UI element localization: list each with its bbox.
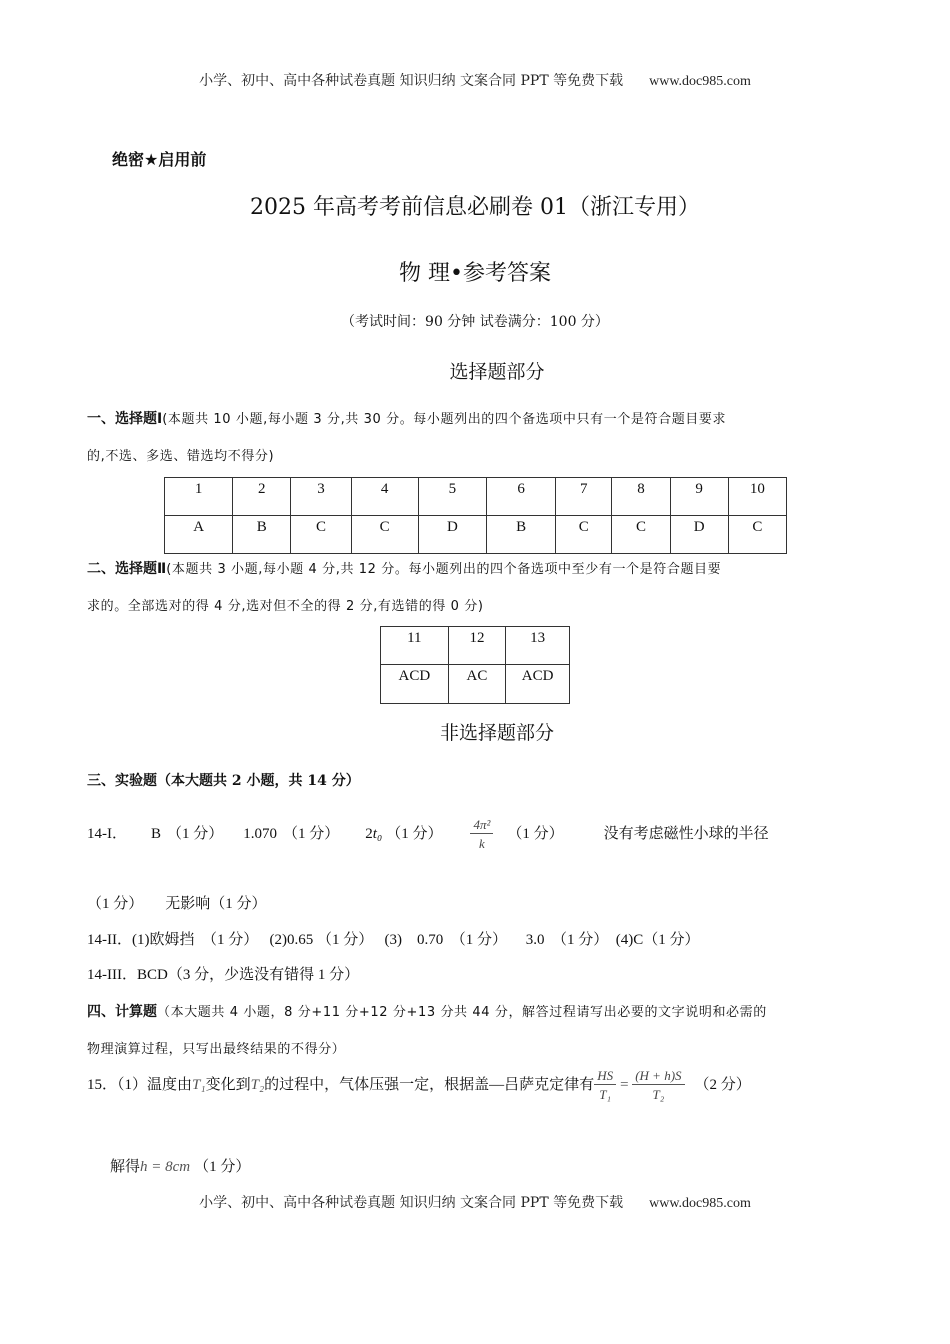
q15-solve-score: （1 分） xyxy=(194,1159,251,1175)
part1-label: 一、选择题Ⅰ xyxy=(87,411,163,427)
table-cell: D xyxy=(670,516,728,554)
q15-solve-prefix: 解得 xyxy=(110,1159,141,1175)
part2-heading xyxy=(87,551,867,625)
q14-1-s3: （1 分） xyxy=(386,825,443,842)
section-non-choice-heading: 非选择题部分 xyxy=(439,722,554,744)
header-url: www.doc985.com xyxy=(649,74,751,89)
part2-desc-2: 求的。全部选对的得 4 分,选对但不全的得 2 分,有选错的得 0 分) xyxy=(87,599,484,614)
q15-solution-line xyxy=(110,1155,250,1176)
q14-1-a1: B xyxy=(151,825,162,842)
part1-answer-table xyxy=(164,477,787,554)
fraction-denominator: T₂ xyxy=(652,1087,665,1102)
q14-2-answer-line: 14-II．(1)欧姆挡 （1 分） (2)0.65 （1 分） (3) 0.70 （1 分） 3.0 （1 分） (4)C（1 分） xyxy=(87,932,700,948)
q15-lhs-fraction xyxy=(594,1068,616,1103)
footer-text: 小学、初中、高中各种试卷真题 知识归纳 文案合同 PPT 等免费下载 xyxy=(199,1195,624,1211)
part1-heading xyxy=(87,401,867,475)
table-cell: 8 xyxy=(612,478,670,516)
q14-1-a2: 1.070 xyxy=(243,825,278,842)
table-cell: C xyxy=(728,516,786,554)
q15-answer-line xyxy=(87,1068,751,1103)
fraction-numerator: 4π² xyxy=(470,817,493,834)
q15-solve-eq: h = 8cm xyxy=(140,1159,191,1175)
part4-desc-1: （本大题共 4 小题，8 分+11 分+12 分+13 分共 44 分，解答过程请写出必要的文字说明和必需的 xyxy=(157,1005,767,1020)
page-footer xyxy=(0,1192,950,1212)
page-header xyxy=(0,70,950,90)
q14-1-a3-coef: 2 xyxy=(365,825,373,842)
fraction-numerator: HS xyxy=(594,1068,616,1085)
part2-label: 二、选择题Ⅱ xyxy=(87,561,167,577)
part2-desc-1: (本题共 3 小题,每小题 4 分,共 12 分。每小题列出的四个备选项中至少有一个是符合题目要 xyxy=(166,562,722,577)
q15-id: 15． xyxy=(87,1076,118,1093)
table-cell: ACD xyxy=(506,665,570,704)
secret-mark: 绝密★启用前 xyxy=(112,150,207,169)
q14-1-a6: 无影响（1 分） xyxy=(165,896,267,912)
table-row-answers xyxy=(165,516,787,554)
q14-1-s5: （1 分） xyxy=(87,896,144,912)
document-subtitle: 物 理•参考答案 xyxy=(399,261,551,286)
part4-heading xyxy=(87,994,867,1068)
table-cell: 12 xyxy=(448,627,506,665)
table-cell: 5 xyxy=(418,478,486,516)
q15-t1: T₁ xyxy=(192,1076,206,1093)
q14-1-s2: （1 分） xyxy=(283,825,340,842)
q14-1-answer-line xyxy=(87,817,769,852)
exam-info: （考试时间：90 分钟 试卷满分：100 分） xyxy=(341,314,609,330)
q14-1-fraction xyxy=(470,817,493,852)
part4-label: 四、计算题 xyxy=(87,1004,157,1020)
table-cell: 4 xyxy=(351,478,418,516)
q14-1-a3-var: t₀ xyxy=(372,825,383,842)
header-text: 小学、初中、高中各种试卷真题 知识归纳 文案合同 PPT 等免费下载 xyxy=(199,73,624,89)
part1-desc-2: 的,不选、多选、错选均不得分) xyxy=(87,449,275,464)
table-cell: ACD xyxy=(381,665,449,704)
table-cell: 10 xyxy=(728,478,786,516)
table-cell: C xyxy=(291,516,351,554)
table-cell: A xyxy=(165,516,233,554)
table-cell: 1 xyxy=(165,478,233,516)
table-cell: C xyxy=(556,516,612,554)
table-cell: B xyxy=(233,516,291,554)
q14-1-a5: 没有考虑磁性小球的半径 xyxy=(603,825,769,842)
table-cell: B xyxy=(487,516,556,554)
part2-answer-table xyxy=(380,626,570,704)
q14-1-s1: （1 分） xyxy=(167,825,224,842)
document-title: 2025 年高考考前信息必刷卷 01（浙江专用） xyxy=(250,195,700,220)
table-cell: 9 xyxy=(670,478,728,516)
table-cell: 13 xyxy=(506,627,570,665)
fraction-denominator: T₁ xyxy=(599,1087,611,1102)
table-cell: C xyxy=(612,516,670,554)
table-cell: 3 xyxy=(291,478,351,516)
part3-heading: 三、实验题（本大题共 2 小题，共 14 分） xyxy=(87,773,360,789)
q15-t2: T₂ xyxy=(250,1076,265,1093)
q15-score: （2 分） xyxy=(694,1076,751,1093)
table-cell: 11 xyxy=(381,627,449,665)
q15-text-b: 变化到 xyxy=(205,1076,251,1093)
table-cell: AC xyxy=(448,665,506,704)
table-cell: 2 xyxy=(233,478,291,516)
q15-text-c: 的过程中，气体压强一定，根据盖—吕萨克定律有 xyxy=(264,1076,595,1093)
equals-sign: = xyxy=(619,1076,630,1093)
fraction-numerator: (H + h)S xyxy=(632,1068,684,1085)
q15-rhs-fraction xyxy=(632,1068,684,1103)
q15-text-a: （1）温度由 xyxy=(117,1076,193,1093)
q14-1-answer-line-2 xyxy=(87,892,267,913)
table-cell: 6 xyxy=(487,478,556,516)
q14-1-id: 14-I． xyxy=(87,825,127,842)
part1-desc-1: (本题共 10 小题,每小题 3 分,共 30 分。每小题列出的四个备选项中只有一个是符合题目要求 xyxy=(162,412,727,427)
footer-url: www.doc985.com xyxy=(649,1196,751,1211)
fraction-denominator: k xyxy=(479,836,485,851)
q14-3-answer-line: 14-III．BCD（3 分，少选没有错得 1 分） xyxy=(87,967,360,983)
section-choice-heading: 选择题部分 xyxy=(449,361,545,383)
table-cell: 7 xyxy=(556,478,612,516)
q14-1-s4: （1 分） xyxy=(507,825,564,842)
table-row-answers xyxy=(381,665,570,704)
part4-desc-2: 物理演算过程，只写出最终结果的不得分） xyxy=(87,1042,346,1057)
table-cell: C xyxy=(351,516,418,554)
table-row-numbers xyxy=(381,627,570,665)
table-cell: D xyxy=(418,516,486,554)
table-row-numbers xyxy=(165,478,787,516)
